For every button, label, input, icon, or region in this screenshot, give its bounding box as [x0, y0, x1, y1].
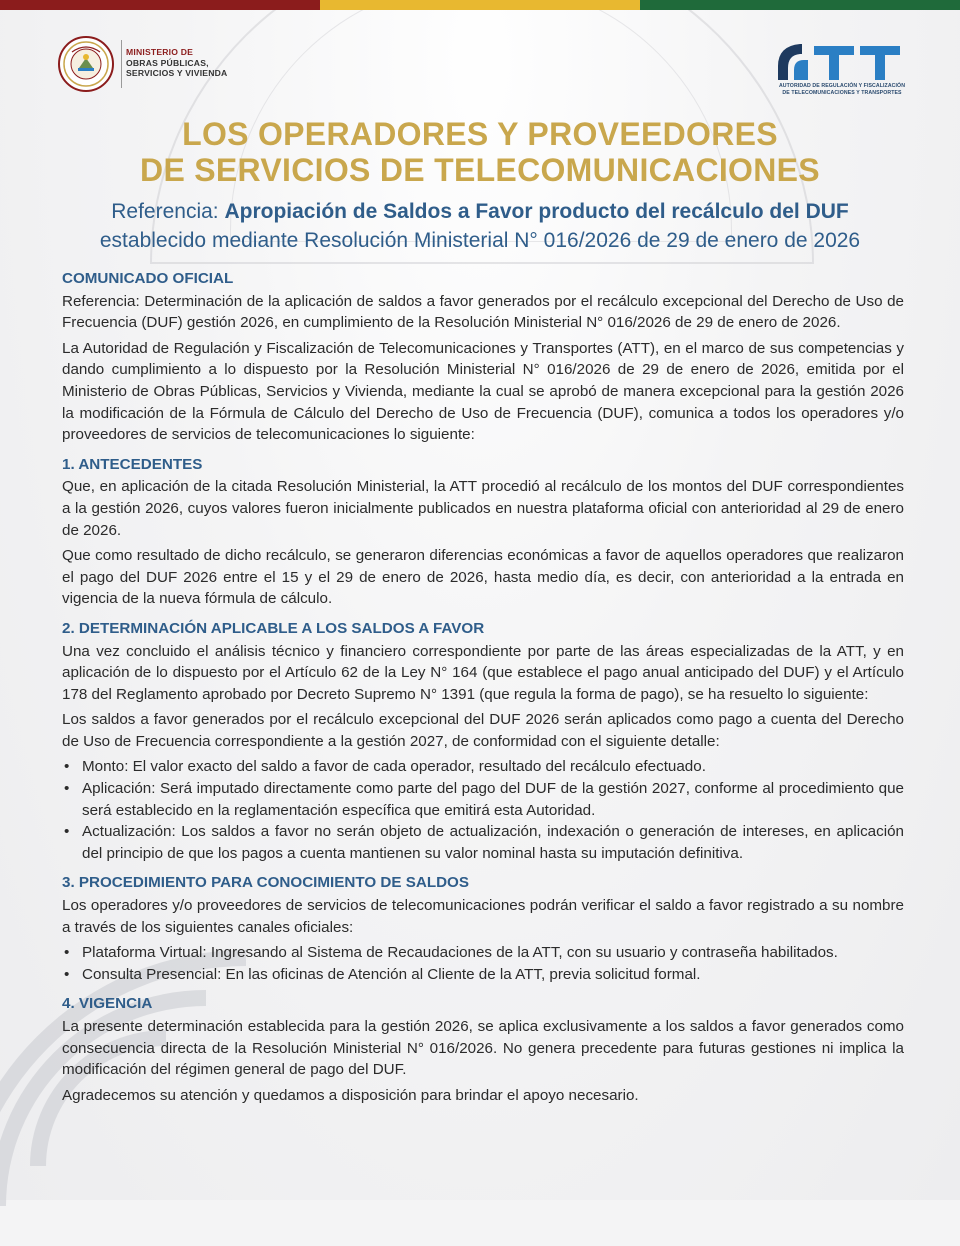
ministry-line-3: SERVICIOS Y VIVIENDA [126, 68, 228, 78]
list-item-text: Aplicación: Será imputado directamente como parte del pago del DUF de la gestión 2027, conforme al procedimiento que será establecido en la reglamentación específica que emitirá esta Autoridad. [82, 780, 904, 819]
intro-paragraph: La Autoridad de Regulación y Fiscalización de Telecomunicaciones y Transportes (ATT), en el marco de sus competencias y dando cumplimiento a lo dispuesto por la Resolución Ministerial N° 016/2026 de 29 de enero de 2026, emitida por el Ministerio de Obras Públicas, Servicios y Vivienda, mediante la cual se aprobó de manera excepcional para la gestión 2026 la modificación de la Fórmula de Cálculo del Derecho de Uso de Frecuencia (DUF), comunica a todos los operadores y/o proveedores de servicios de telecomunicaciones lo siguiente: [62, 339, 904, 444]
section-2-list [62, 756, 904, 864]
reference-paragraph: Referencia: Determinación de la aplicación de saldos a favor generados por el recálculo excepcional del Derecho de Uso de Frecuencia (DUF) gestión 2026, en cumplimiento de la Resolución Ministerial N° 016/2026 de 29 de enero de 2026. [62, 292, 904, 332]
section-3-list [62, 942, 904, 985]
att-subtitle-line-1: AUTORIDAD DE REGULACIÓN Y FISCALIZACIÓN [778, 83, 906, 89]
header-divider [121, 40, 122, 88]
section-2-paragraph-1: Una vez concluido el análisis técnico y financiero correspondiente por parte de las áreas especializadas de la ATT, y en aplicación de lo dispuesto por el Artículo 62 de la Ley N° 164 (que establece el pago anual anticipado del DUF) y el Artículo 178 del Reglamento aprobado por Decreto Supremo N° 1391 (que regula la forma de pago), se ha resuelto lo siguiente: [62, 642, 904, 703]
section-2-heading: 2. DETERMINACIÓN APLICABLE A LOS SALDOS A FAVOR [62, 619, 485, 637]
list-item [62, 942, 904, 964]
section-1-paragraph-2: Que como resultado de dicho recálculo, se generaron diferencias económicas a favor de aquellos operadores que realizaron el pago del DUF 2026 entre el 15 y el 29 de enero de 2026, hasta medio día, es decir, con anterioridad a la entrada en vigencia de la nueva fórmula de cálculo. [62, 547, 904, 608]
flag-gold-segment [320, 0, 640, 10]
ministry-line-1: MINISTERIO DE [126, 47, 194, 57]
section-4-paragraph-1: La presente determinación establecida para la gestión 2026, se aplica exclusivamente a los saldos a favor generados como consecuencia directa de la Resolución Ministerial N° 016/2026. No genera precedente para futuras gestiones ni implica la modificación del régimen general de pago del DUF. [62, 1018, 904, 1079]
flag-color-bar [0, 0, 960, 10]
att-subtitle [776, 83, 908, 96]
section-1-heading: 1. ANTECEDENTES [62, 455, 203, 473]
page-title [0, 116, 960, 188]
communique-heading: COMUNICADO OFICIAL [62, 270, 234, 287]
reference-rest: establecido mediante Resolución Ministerial N° 016/2026 de 29 de enero de 2026 [99, 229, 861, 252]
list-item [62, 756, 904, 778]
bullet-icon: • [64, 965, 70, 983]
ministry-name [126, 47, 227, 79]
section-1-paragraph-1: Que, en aplicación de la citada Resolución Ministerial, la ATT procedió al recálculo de los montos del DUF correspondientes a la gestión 2026, cuyos valores fueron inicialmente publicados en nuestra plataforma oficial con anterioridad al 29 de enero de 2026. [62, 478, 904, 539]
bullet-icon: • [64, 758, 70, 776]
flag-green-segment [640, 0, 960, 10]
bullet-icon: • [64, 823, 70, 841]
reference-bold: Apropiación de Saldos a Favor producto del recálculo del DUF [224, 200, 849, 223]
att-subtitle-line-2: DE TELECOMUNICACIONES Y TRANSPORTES [782, 89, 902, 96]
flag-red-segment [0, 0, 320, 10]
bullet-icon: • [64, 944, 70, 962]
header [0, 10, 960, 105]
bolivia-seal-icon [58, 36, 114, 92]
section-2-paragraph-2: Los saldos a favor generados por el recálculo excepcional del DUF 2026 serán aplicados como pago a cuenta del Derecho de Uso de Frecuencia correspondiente a la gestión 2027, de conformidad con el siguiente detalle: [62, 711, 904, 750]
reference-prefix: Referencia: [111, 200, 225, 223]
title-line-1: LOS OPERADORES Y PROVEEDORES [182, 116, 778, 152]
list-item-text: Actualización: Los saldos a favor no serán objeto de actualización, indexación o generación de intereses, en aplicación del principio de que los pagos a cuenta mantienen su valor nominal hasta su imputación definitiva. [82, 823, 904, 862]
list-item-text: Plataforma Virtual: Ingresando al Sistema de Recaudaciones de la ATT, con su usuario y contraseña habilitados. [82, 944, 838, 962]
ministry-line-2: OBRAS PÚBLICAS, [126, 57, 209, 68]
list-item [62, 778, 904, 821]
closing-paragraph: Agradecemos su atención y quedamos a disposición para brindar el apoyo necesario. [62, 1086, 639, 1104]
list-item [62, 964, 904, 986]
section-4-heading: 4. VIGENCIA [62, 995, 153, 1013]
bullet-icon: • [64, 780, 70, 798]
communique-body [62, 268, 904, 1110]
list-item-text: Monto: El valor exacto del saldo a favor de cada operador, resultado del recálculo efectuado. [82, 758, 706, 776]
list-item [62, 821, 904, 864]
title-line-2: DE SERVICIOS DE TELECOMUNICACIONES [140, 152, 820, 188]
section-3-heading: 3. PROCEDIMIENTO PARA CONOCIMIENTO DE SALDOS [62, 874, 470, 892]
list-item-text: Consulta Presencial: En las oficinas de Atención al Cliente de la ATT, previa solicitud formal. [82, 965, 701, 983]
section-3-paragraph-1: Los operadores y/o proveedores de servicios de telecomunicaciones podrán verificar el saldo a favor registrado a su nombre a través de los siguientes canales oficiales: [62, 897, 904, 936]
reference-heading [40, 197, 920, 255]
